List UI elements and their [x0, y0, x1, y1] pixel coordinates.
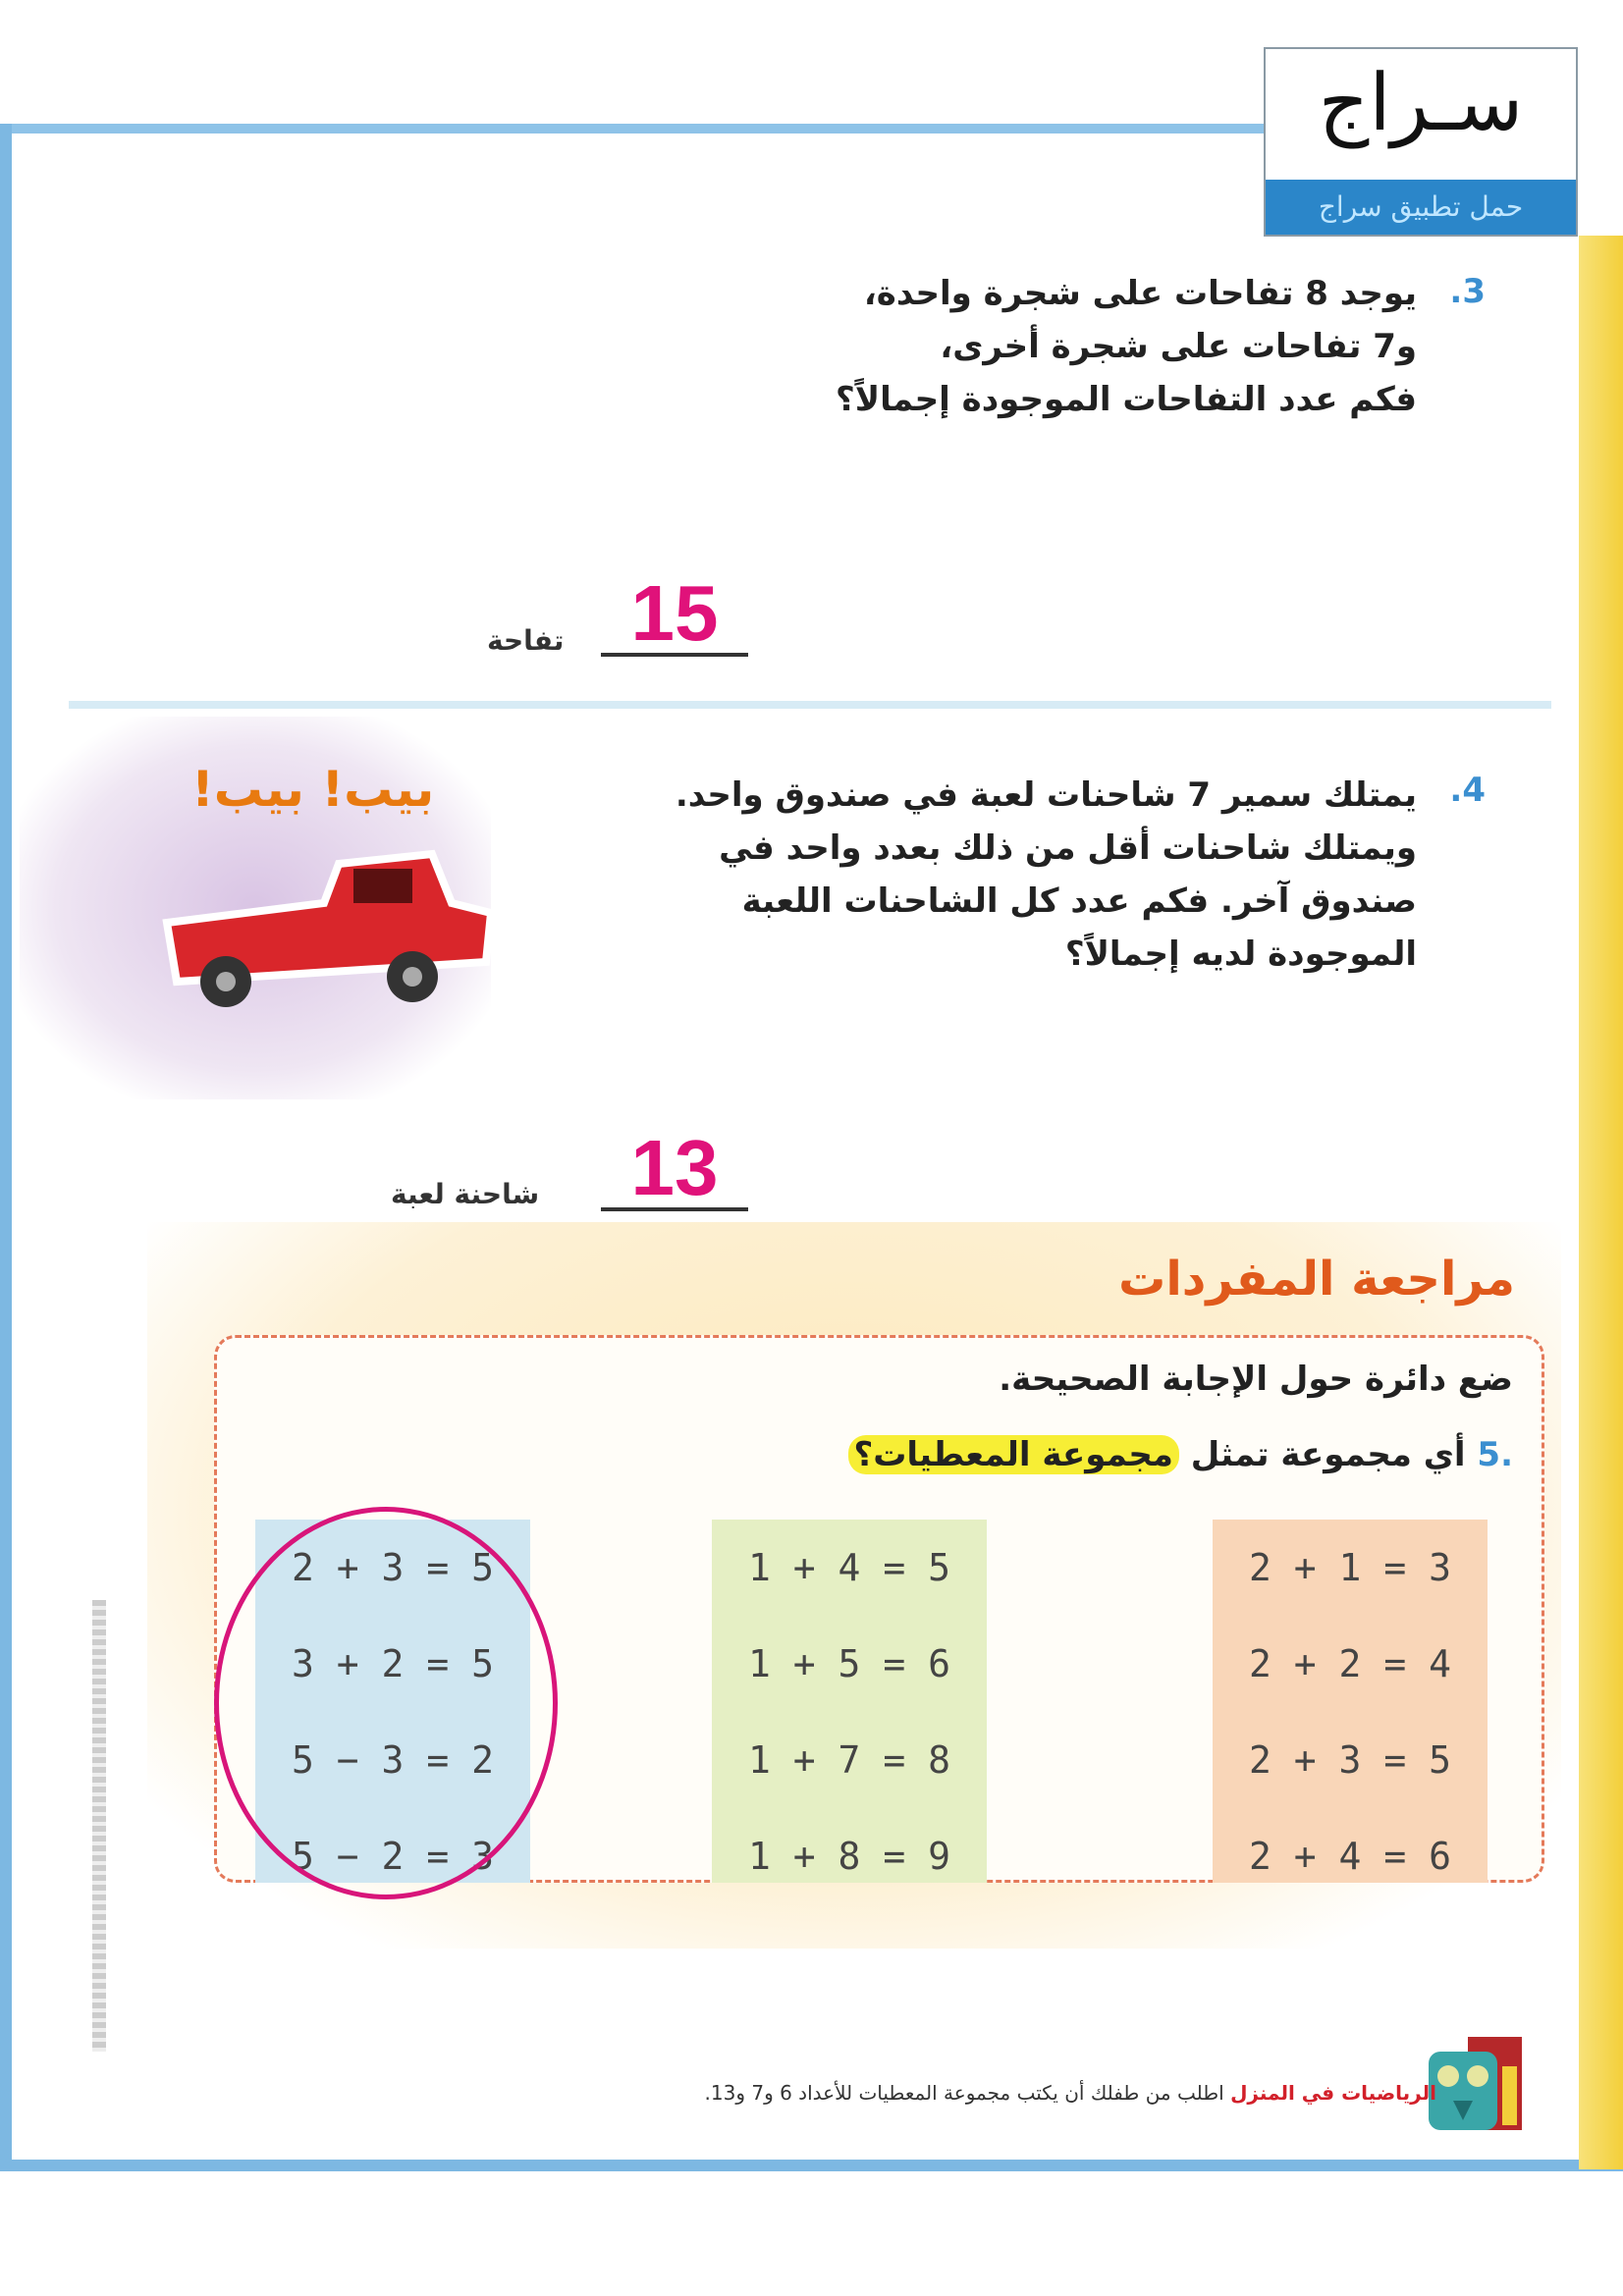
choice-group-2[interactable] — [712, 1520, 987, 1883]
equation: 1 + 4 = 5 — [748, 1546, 950, 1589]
equation: 5 − 2 = 3 — [292, 1835, 494, 1878]
answer-unit: تفاحة — [487, 624, 565, 657]
copyright-vertical-text — [92, 1600, 106, 2052]
top-border — [0, 124, 1267, 133]
answer-unit: شاحنة لعبة — [391, 1178, 540, 1210]
footer-label: الرياضيات في المنزل — [1230, 2081, 1436, 2105]
text-line: فكم عدد التفاحات الموجودة إجمالاً؟ — [836, 380, 1417, 419]
equation: 2 + 4 = 6 — [1249, 1835, 1451, 1878]
equation: 1 + 5 = 6 — [748, 1642, 950, 1685]
equation: 2 + 3 = 5 — [292, 1546, 494, 1589]
equation: 1 + 7 = 8 — [748, 1738, 950, 1782]
left-border — [0, 124, 12, 2170]
question-number: .5 — [1477, 1435, 1513, 1474]
question-4-text — [631, 769, 1417, 981]
toy-truck-image — [157, 844, 501, 1021]
text-line: يوجد 8 تفاحات على شجرة واحدة، — [863, 274, 1417, 313]
answer-4: 13 — [601, 1129, 748, 1211]
question-number: .3 — [1449, 272, 1486, 311]
text-line: يمتلك سمير 7 شاحنات لعبة في صندوق واحد. — [675, 775, 1417, 815]
equation: 2 + 1 = 3 — [1249, 1546, 1451, 1589]
equation: 3 + 2 = 5 — [292, 1642, 494, 1685]
yellow-edge — [1579, 236, 1623, 2169]
instruction: ضع دائرة حول الإجابة الصحيحة. — [999, 1360, 1513, 1399]
text-line: ويمتلك شاحنات أقل من ذلك بعدد واحد في — [719, 828, 1417, 868]
equation: 2 + 2 = 4 — [1249, 1642, 1451, 1685]
footer-text: اطلب من طفلك أن يكتب مجموعة المعطيات للأعداد 6 و7 و13. — [704, 2081, 1231, 2105]
question-5 — [848, 1435, 1513, 1474]
bottom-border — [0, 2160, 1623, 2171]
question-text: أي مجموعة تمثل — [1178, 1435, 1466, 1474]
divider — [69, 701, 1551, 709]
question-3-text — [631, 267, 1417, 426]
siraj-logo[interactable] — [1264, 47, 1578, 237]
logo-name: سـراج — [1318, 57, 1524, 148]
home-math-note — [705, 2081, 1436, 2105]
question-number: .4 — [1449, 771, 1486, 810]
text-line: و7 تفاحات على شجرة أخرى، — [940, 327, 1417, 366]
highlighted-term: مجموعة المعطيات؟ — [848, 1435, 1179, 1474]
text-line: صندوق آخر. فكم عدد كل الشاحنات اللعبة — [741, 881, 1417, 921]
answer-3: 15 — [601, 574, 748, 657]
equation: 5 − 3 = 2 — [292, 1738, 494, 1782]
logo-tagline: حمل تطبيق سراج — [1266, 180, 1576, 235]
vocab-title: مراجعة المفردات — [1118, 1252, 1515, 1307]
beep-text: بيب! بيب! — [191, 761, 435, 818]
text-line: الموجودة لديه إجمالاً؟ — [1064, 934, 1417, 974]
equation: 1 + 8 = 9 — [748, 1835, 950, 1878]
equation: 2 + 3 = 5 — [1249, 1738, 1451, 1782]
choice-group-3[interactable] — [1213, 1520, 1488, 1883]
answer-circle — [214, 1507, 558, 1899]
